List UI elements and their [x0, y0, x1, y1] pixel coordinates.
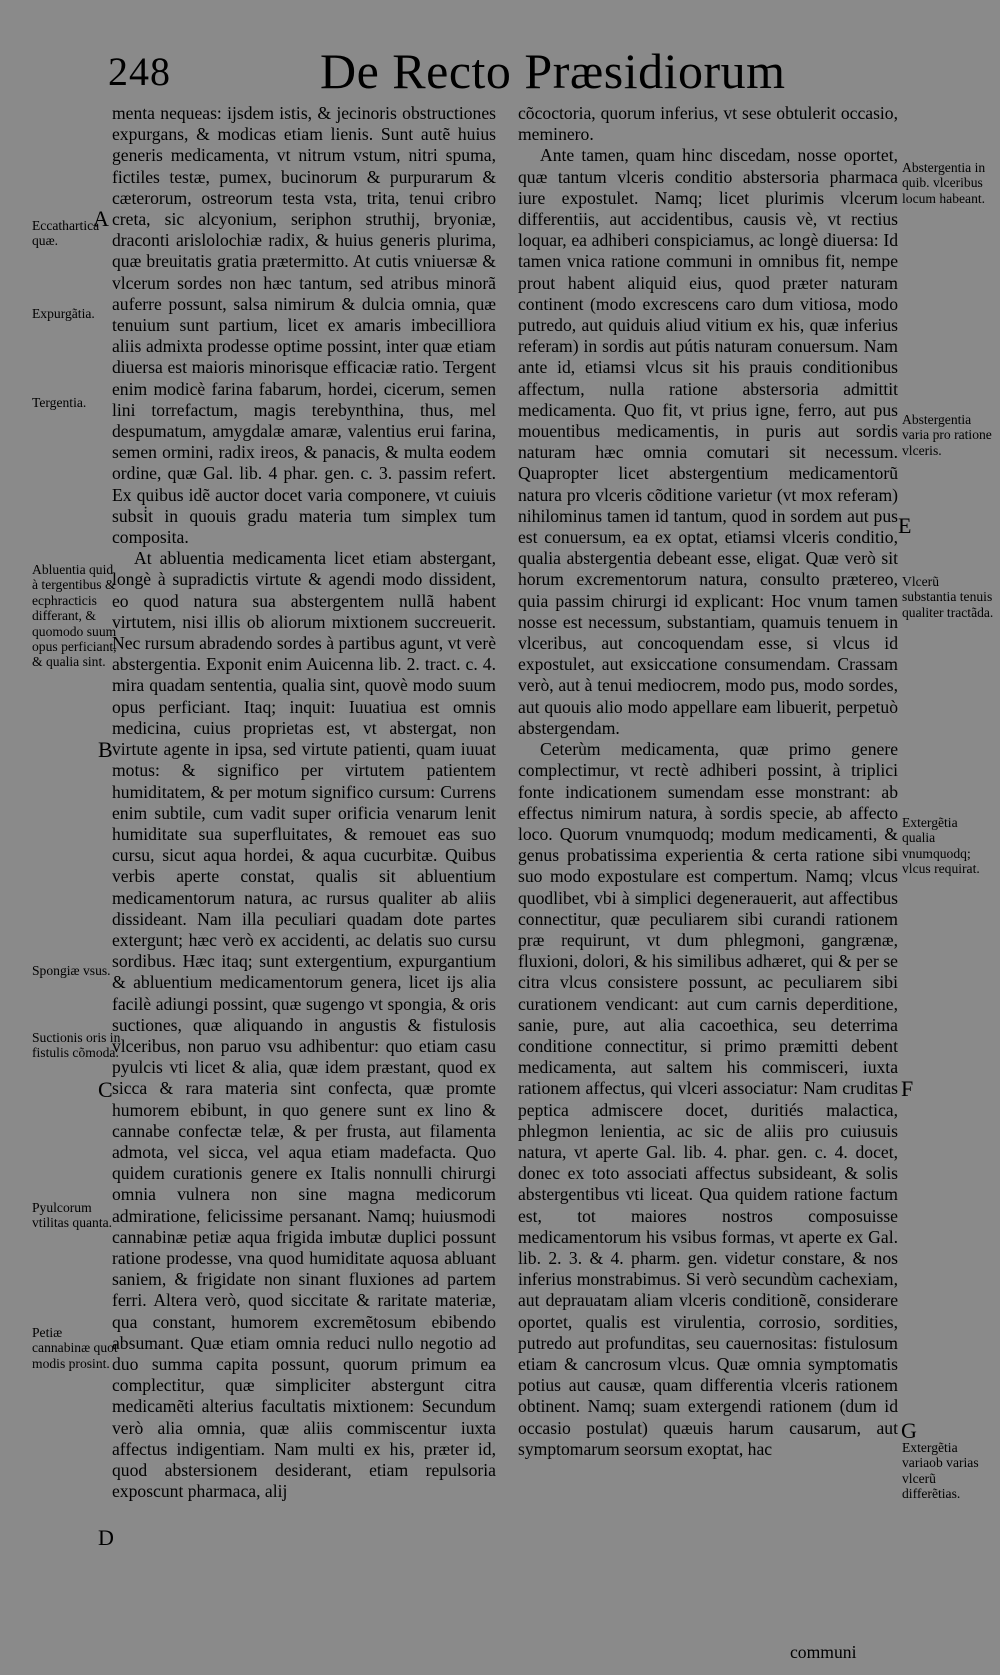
- catchword: communi: [790, 1642, 857, 1662]
- section-letter-a: A: [93, 206, 109, 231]
- page-number: 248: [108, 49, 171, 94]
- section-letter-d: D: [98, 1525, 114, 1550]
- margin-note-suctionis: Suctionis oris in fistulis cõmoda.: [32, 1030, 121, 1061]
- left-paragraph-1: menta nequeas: ijsdem istis, & jecinoris obstructiones expurgans, & modicas etiam lienis. Sunt autẽ huius generis medicamenta, vt nitrum vstum, nitri spuma, fictiles testæ, pumex, bucinorum & purpurarum & cæterorum, ostreorum testa vsta, trita, tenui cribro creta, sic alcyonium, seriphon struthij, bryoniæ, draconti arislolochiæ radix, & huius generis plurima, quæ breuitatis gratia prætermitto. At cutis vniuersæ & vlcerum sordes non hæc tantum, sed atribus minorã auferre possunt, salsa nimirum & dulcia omnia, quæ tenuium sunt partium, licet ex amaris imbecilliora aliis admixta prodesse optime possint, inter quæ etiam diuersa est maioris minorisque efficaciæ ratio. Tergent enim modicè farina fabarum, hordei, cicerum, semen lini torrefactum, magis terebynthina, thus, mel despumatum, amygdalæ amaræ, valentius erui farina, semen ormini, radix ireos, & panacis, & multa eodem ordine, quæ Gal. lib. 4 phar. gen. c. 3. passim refert. Ex quibus idẽ auctor docet varia componere, vt cuiuis subsi̇t in quouis gradu materia tum simplex tum composita.: [112, 103, 496, 548]
- margin-note-vlceris-substantia: Vlcerũ substantia tenuis qualiter tractãda.: [902, 574, 994, 620]
- right-paragraph-1: cõcoctoria, quorum inferius, vt sese obtulerit occasio, meminero.: [518, 103, 898, 145]
- section-letter-g: G: [901, 1418, 917, 1443]
- section-letter-c: C: [98, 1077, 113, 1102]
- left-paragraph-2: At abluentia medicamenta licet etiam abstergant, longè à supradictis virtute & agendi modo dissident, eo quod natura sua abstergentem nullã habent virtutem, nisi illis ob aliorum mixtionem succreuerit. Nec rursum abradendo sordes à partibus agunt, vt verè abstergentia. Exponit enim Auicenna lib. 2. tract. c. 4. mira quadam sententia, qualia sint, quovè modo suum opus perficiant. Itaq; inquit: Iuuatiua est omnis medicina, cuius proprietas est, vt abstergat, non virtute agente in ipsa, sed virtute patienti, quam iuuat motus: & significo per virtutem patientem humiditatem, & per motum significo cursum: Currens enim subtile, cum vadit super orificia venarum lenit humiditate sua superfluitates, & remouet eas suo cursu, sicut aqua hordei, & aqua cucurbitæ. Quibus verbis aperte constat, qualis sit abluentium medicamentorum natura, ac rursus qualiter ab aliis dissideant. Nam illa peculiari quadam dote partes extergunt; hæc verò ex accidenti, ac delatis suo cursu sordibus. Hæc itaq; sunt extergentium, expurgantium & abluentium medicamentorum genera, licet ijs alia facilè adiungi possint, quæ sugengo vt spongia, & oris suctiones, quæ aliquando in angustis & fistulosis vlceribus, non paruo vsu adhibentur: quo etiam casu pyulcis vti licet & alia, quæ idem præstant, quod ex sicca & rara materia sint confecta, quæ promte humorem ebibunt, in quo genere sunt ex lino & cannabe confectæ telæ, & per frusta, aut filamenta admota, vel sicca, vel aqua etiam madefacta. Quo quidem curationis genere ex Italis nonnulli chirurgi omnia vulnera non sine magna medicorum admiratione, felicissime persanant. Namq; huiusmodi cannabinæ petiæ aqua frigida imbutæ duplici possunt ratione prodesse, vna quod humiditate aquosa abluant saniem, & frigidate non sinant fluxiones ad partem ferri. Altera verò, quod siccitate & raritate materiæ, qua constant, humorem excremẽtosum ebibendo absumant. Quæ etiam omnia reduci nullo negotio ad duo summa capita possunt, quorum primum ea complectitur, quæ simpliciter abstergunt citra medicamẽti alterius facultatis mixtionem: Secundum verò alia omnia, quæ aliis commiscentur iuxta affectus indigentiam. Nam multi ex his, præter id, quod abstersionem desiderant, etiam repulsoria exposcunt pharmaca, alij: [112, 548, 496, 1502]
- section-letter-e: E: [898, 513, 912, 538]
- right-paragraph-3: Ceterùm medicamenta, quæ primo genere complectimur, vt rectè adhiberi possint, à triplici fonte indicationem sumendam esse monstrant: ab effectus nimirum natura, à sordis specie, ab affecto loco. Quorum vnumquodq; modum medicamenti, & genus probatissima experientia & certa ratione sibi suo modo expostulare est compertum. Namq; vlcus quodlibet, vbi à simplici degenerauerit, aut affectibus connectitur, quæ peculiarem sibi curandi rationem præ requirunt, vt dum phlegmoni, gangrænæ, fluxioni, dolori, & his similibus adhæret, qui & per se citra vlcus consistere possunt, ac peculiarem sibi curationem vendicant: aut cum carnis deperditione, sanie, pure, aut alia cacoethica, seu deterrima conditione connectitur, si primo præmitti debent medicamenta, aut saltem his commisceri, iuxta rationem affectus, qui vlceri associatur: Nam cruditas peptica admiscere docet, duritiés malactica, phlegmon lenientia, ac sic de aliis pro cuiusuis natura, vt aperte Gal. lib. 4. phar. gen. c. 4. docet, donec ex toto associati affectus subsideant, & solis abstergentibus vti liceat. Qua quidem ratione factum est, tot maiores nostros composuisse medicamentorum his vsibus formas, vt aperte ex Gal. lib. 2. 3. & 4. pharm. gen. videtur constare, & nos inferius monstrabimus. Si verò secundùm cachexiam, aut deprauatam aliam vlceris conditionẽ, considerare oportet, qualis est virulentia, corrosio, sordities, putredo aut profunditas, seu cauernositas: fistulosum etiam & cancrosum vlcus. Quæ omnia symptomatis potius aut causæ, quam differentia vlceris rationem obtinent. Namq; suam extergendi rationem (dum id occasio postulat) quæuis harum causarum, aut symptomarum seorsum exoptat, hac: [518, 739, 898, 1459]
- margin-note-abstergentia-varia: Abstergentia varia pro ratione vlceris.: [902, 412, 992, 458]
- right-column: [518, 103, 898, 1460]
- margin-note-abstergentia-quib: Abstergentia in quib. vlceribus locum habeant.: [902, 160, 986, 206]
- margin-note-extergentia-qualia: Extergẽtia qualia vnumquodq; vlcus requirat.: [902, 815, 980, 877]
- margin-note-petiae: Petiæ cannabinæ quot modis prosint.: [32, 1325, 118, 1371]
- section-letter-b: B: [98, 737, 113, 762]
- margin-note-expurgatia: Expurgãtia.: [32, 306, 95, 321]
- running-title: De Recto Præsidiorum: [320, 43, 786, 99]
- margin-note-abluentia: Abluentia quid à tergentibus & ecphracticis differant, & quomodo suum opus perficiant, & qualia sint.: [32, 562, 117, 670]
- left-column: [112, 103, 496, 1502]
- section-letter-f: F: [901, 1076, 914, 1101]
- margin-note-spongia: Spongiæ vsus.: [32, 963, 111, 978]
- margin-note-eccathartica: Eccathartica quæ.: [32, 218, 100, 249]
- right-paragraph-2: Ante tamen, quam hinc discedam, nosse oportet, quæ tantum vlceris conditio abstersoria pharmaca iure expostulet. Namq; licet plurimis vlcerum differentiis, aut accidentibus, causis vè, vt rectius loquar, ea adhiberi conspiciamus, ac longè diuersa: Id tamen vnica ratione communi in omnibus fit, nempe prout habent aliquid eius, quod præter naturam continent (modo excrescens caro dum vitiosa, modo putredo, aut quiduis aliud vitium ex his, quæ inferius referam) in sordis aut pútis naturam conuersum. Nam ante id, etiamsi vlcus sit his prauis conditionibus affectum, nulla ratione abstersoria admittit medicamenta. Quo fit, vt prius igne, ferro, aut pus mouentibus medicamentis, in puris aut sordis naturam hæc omnia comutari sit necessum. Quapropter licet abstergentium medicamentorũ natura pro vlceris cõditione varietur (vt mox referam) nihilominus tamen id tantum, quod in sordem aut pus est conuersum, ea ex optat, etiamsi vlceris conditio, qualia abstergentia debeant esse, eligat. Quæ verò sit horum excrementorum natura, consulto prætereo, quia passim chirurgi id explicant: Hoc vnum tamen nosse est necessum, substantiam, quamuis tenuem in vlceribus, aut concoquendam esse, si vlcus id expostulet, aut exsiccatione consumendam. Crassam verò, aut à tenui mediocrem, modo pus, modo sordes, aut quouis alio modo appellare eam libuerit, perpetuò abstergendam.: [518, 145, 898, 738]
- margin-note-tergentia: Tergentia.: [32, 395, 87, 410]
- margin-note-extergentia-variae: Extergẽtia variaob varias vlcerũ differẽtias.: [902, 1440, 979, 1502]
- margin-note-pyulcorum: Pyulcorum vtilitas quanta.: [32, 1200, 113, 1231]
